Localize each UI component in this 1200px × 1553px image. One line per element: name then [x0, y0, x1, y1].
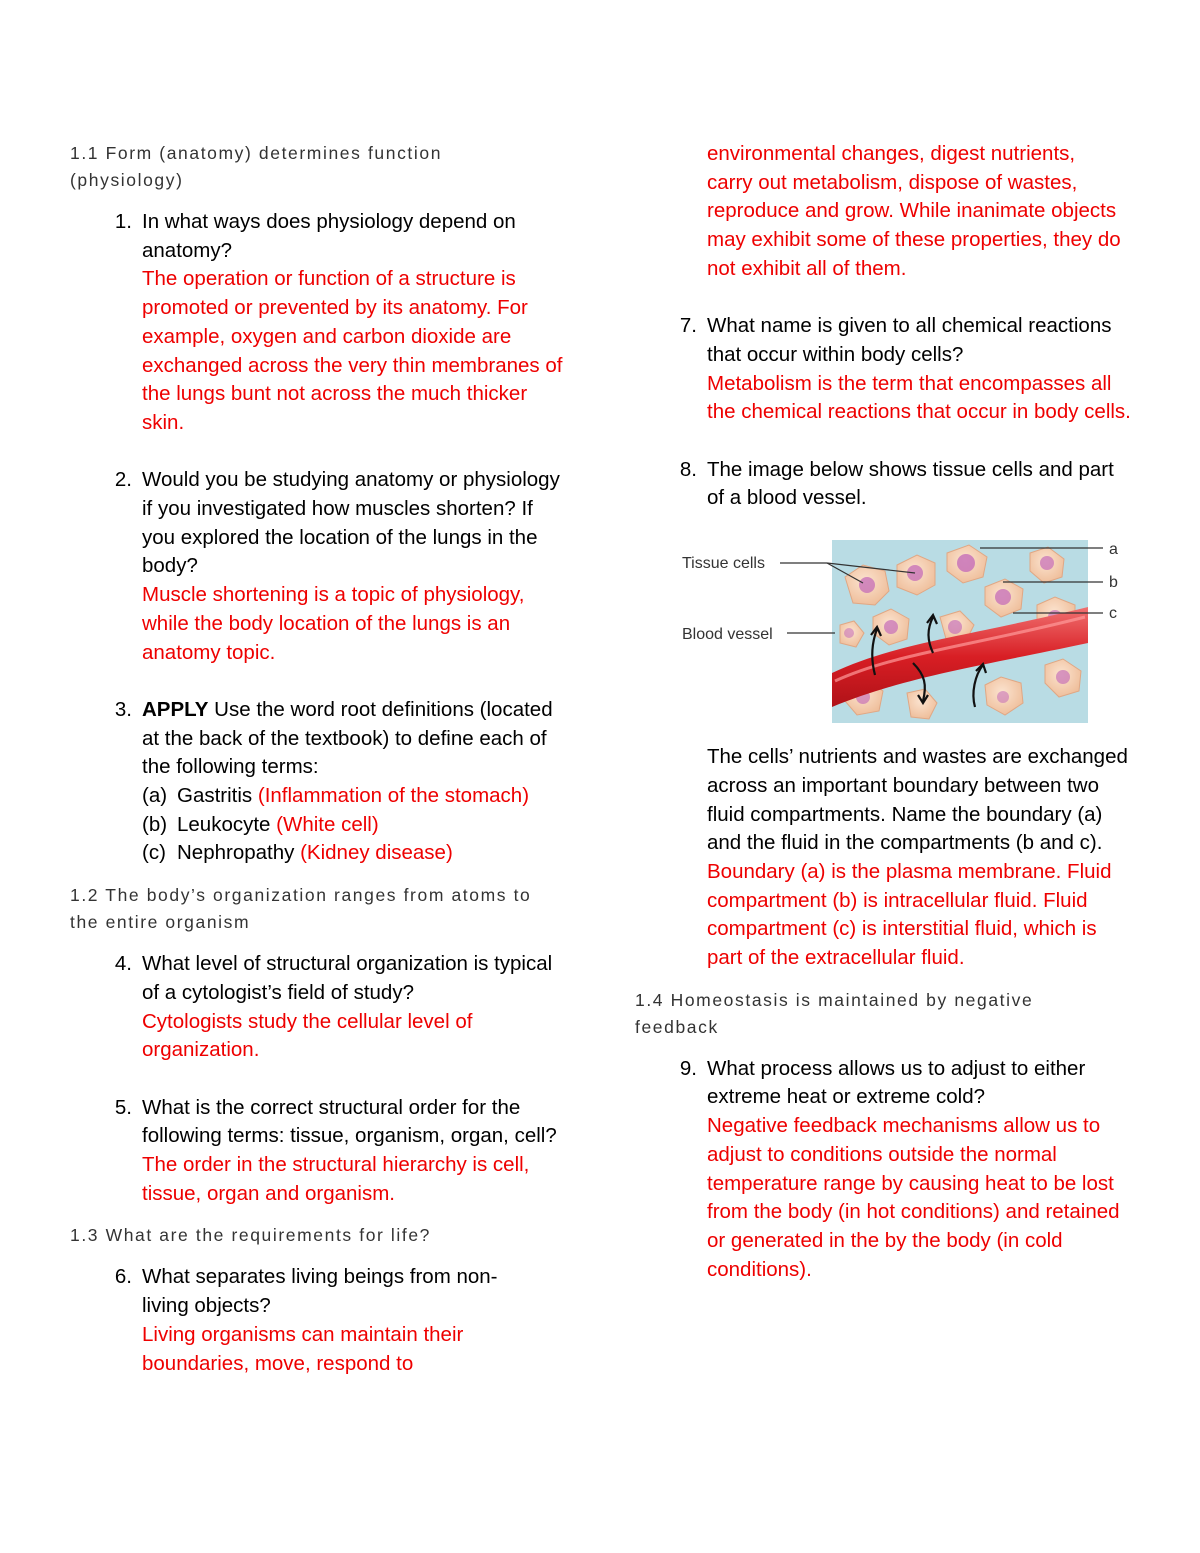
tissue-diagram — [635, 525, 1135, 725]
question-text: What name is given to all chemical reactions that occur within body cells? — [707, 314, 1112, 366]
answer-text: Boundary (a) is the plasma membrane. Fluid compartment (b) is intracellular fluid. Fluid compartment (c) is interstitial fluid, which is part of the extracellular fluid. — [707, 859, 1112, 970]
question-9 — [635, 1055, 1135, 1285]
term-answer: (White cell) — [276, 812, 379, 836]
blood-vessel-label: Blood vessel — [682, 626, 773, 644]
question-3 — [70, 696, 570, 868]
option-label: (c) — [142, 841, 166, 865]
answer-text: Negative feedback mechanisms allow us to adjust to conditions outside the normal temperature range by causing heat to be lost from the body (in hot conditions) and retained or generated in the by the body (in cold conditions). — [707, 1114, 1120, 1281]
apply-label: APPLY — [142, 697, 209, 721]
question-number: 5. — [114, 1095, 132, 1119]
answer-text: The operation or function of a structure is promoted or prevented by its anatomy. For example, oxygen and carbon dioxide are exchanged across the very thin membranes of the lungs bunt not across the much thicker skin. — [142, 267, 563, 434]
label-a: a — [1109, 541, 1118, 559]
question-2 — [70, 466, 570, 667]
section-heading-1-3: 1.3 What are the requirements for life? — [70, 1225, 432, 1246]
question-number: 4. — [114, 952, 132, 976]
option-label: (a) — [142, 784, 168, 808]
term-option-a — [142, 782, 570, 811]
question-number: 2. — [114, 468, 132, 492]
term-option-c — [142, 839, 570, 868]
question-text: What separates living beings from non-living objects? — [142, 1265, 498, 1318]
question-text: What is the correct structural order for the following terms: tissue, organism, organ, cell? — [142, 1095, 557, 1148]
question-6 — [70, 1263, 570, 1378]
question-8-part-2 — [635, 743, 1135, 973]
left-column — [70, 140, 570, 1378]
tissue-cells-illustration — [635, 525, 1135, 725]
question-number: 3. — [114, 697, 132, 721]
question-text: The cells’ nutrients and wastes are exchanged across an important boundary between two fluid compartments. Name the boundary (a) and the fluid in the compartments (b and c). — [707, 745, 1128, 855]
answer-text: Muscle shortening is a topic of physiology, while the body location of the lungs is an anatomy topic. — [142, 583, 525, 664]
question-number: 9. — [679, 1056, 697, 1080]
question-text: Use the word root definitions (located at the back of the textbook) to define each of the following terms: — [142, 697, 553, 779]
question-4 — [70, 950, 570, 1065]
question-1 — [70, 208, 570, 438]
term-option-b — [142, 811, 570, 840]
term: Leukocyte — [177, 812, 277, 836]
question-6-continued — [635, 140, 1135, 284]
term-answer: (Inflammation of the stomach) — [257, 784, 530, 808]
section-heading-1-2: 1.2 The body’s organization ranges from atoms to the entire organism — [70, 885, 532, 933]
question-5 — [70, 1094, 570, 1209]
answer-text: Metabolism is the term that encompasses all the chemical reactions that occur in body cells. — [707, 371, 1131, 424]
section-heading-1-4: 1.4 Homeostasis is maintained by negative feedback — [635, 989, 1034, 1037]
label-b: b — [1109, 574, 1118, 592]
question-text: In what ways does physiology depend on anatomy? — [142, 210, 516, 262]
question-text: The image below shows tissue cells and part of a blood vessel. — [707, 457, 1114, 510]
right-column — [635, 140, 1135, 1284]
question-7 — [635, 312, 1135, 427]
label-c: c — [1109, 605, 1117, 623]
question-text: Would you be studying anatomy or physiology if you investigated how muscles shorten? If you explored the location of the lungs in the body? — [142, 468, 560, 578]
question-text: What process allows us to adjust to either extreme heat or extreme cold? — [707, 1056, 1086, 1109]
option-label: (b) — [142, 812, 168, 836]
answer-text: Living organisms can maintain their boundaries, move, respond to — [142, 1322, 464, 1375]
question-number: 7. — [679, 314, 697, 338]
question-8 — [635, 456, 1135, 513]
answer-text: The order in the structural hierarchy is cell, tissue, organ and organism. — [142, 1153, 530, 1205]
section-heading-1-1: 1.1 Form (anatomy) determines function (physiology) — [70, 143, 443, 190]
answer-text-continued: environmental changes, digest nutrients, carry out metabolism, dispose of wastes, reproduce and grow. While inanimate objects may exhibit some of these properties, they do not exhibit all of them. — [707, 142, 1121, 280]
question-number: 8. — [679, 457, 697, 481]
term: Nephropathy — [177, 841, 301, 865]
question-number: 6. — [114, 1265, 132, 1289]
term-answer: (Kidney disease) — [300, 841, 453, 865]
answer-text: Cytologists study the cellular level of organization. — [142, 1009, 473, 1062]
question-text: What level of structural organization is typical of a cytologist’s field of study? — [142, 952, 553, 1004]
term: Gastritis — [177, 784, 258, 808]
question-number: 1. — [114, 210, 132, 233]
tissue-cells-label: Tissue cells — [682, 555, 765, 573]
